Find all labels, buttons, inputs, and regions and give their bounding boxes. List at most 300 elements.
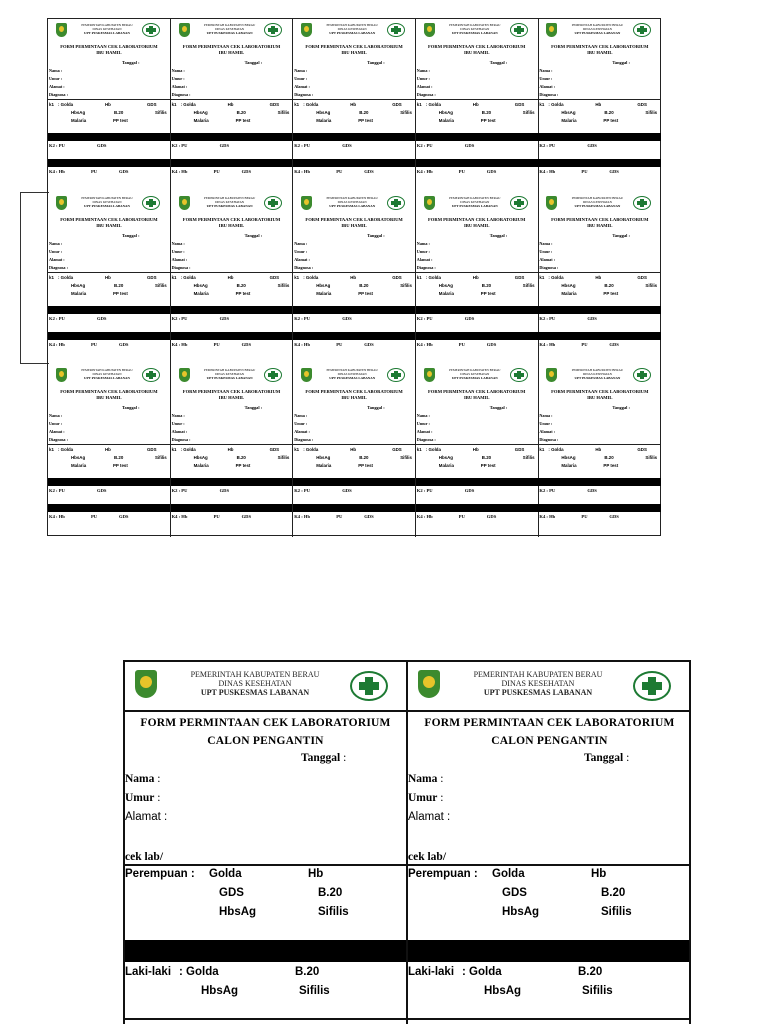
k1-sifilis: Sifilis (277, 282, 290, 288)
k1-golda: : Golda (548, 274, 564, 280)
k1-malaria: Malaria (438, 290, 454, 296)
k1-pptest: PP test (235, 463, 251, 469)
k1-hb: Hb (350, 447, 357, 453)
alamat-label: Alamat : (539, 256, 556, 262)
header-line-3: UPT PUSKESMAS LABANAN (206, 376, 253, 381)
alamat-label: Alamat : (294, 256, 310, 262)
alamat-label: Alamat : (49, 256, 65, 262)
nama-text: Nama (125, 773, 155, 785)
separator-bar (293, 306, 415, 314)
tanggal-label (301, 752, 346, 764)
berau-logo-icon (301, 23, 312, 37)
separator-bar (538, 478, 661, 486)
k4-pu: PU (581, 341, 588, 347)
k1-pptest: PP test (480, 463, 496, 469)
form-header (538, 21, 661, 41)
divider (538, 444, 661, 445)
health-cross-icon (633, 196, 651, 210)
divider (171, 444, 293, 445)
berau-logo-icon (56, 196, 67, 210)
cek-lab-label (125, 850, 163, 864)
header-line-3: UPT PUSKESMAS LABANAN (206, 203, 253, 208)
k4-label: K4 : Hb (294, 169, 311, 174)
header-text (195, 23, 265, 35)
header-line-2: DINAS KESEHATAN (460, 372, 490, 377)
form-title-line-1: FORM PERMINTAAN CEK LABORATORIUM (428, 389, 526, 395)
header-line-1: PEMERINTAH KABUPATEN BERAU (449, 195, 501, 200)
k4-label: K4 : Hb (294, 514, 311, 520)
alamat-label: Alamat : (171, 429, 188, 435)
nama-label: Nama : (294, 413, 308, 419)
nama-label: Nama : (294, 240, 308, 246)
berau-logo-icon (56, 368, 67, 382)
berau-logo-icon (56, 23, 67, 37)
k1-hb: Hb (472, 102, 479, 107)
diagnosa-label: Diagnosa : (49, 92, 68, 97)
diagnosa-label: Diagnosa : (416, 437, 436, 443)
k1-sifilis: Sifilis (277, 455, 290, 461)
k1-pptest: PP test (235, 118, 251, 123)
alamat-label: Alamat : (416, 256, 433, 262)
separator-bar (48, 159, 170, 167)
form-title-line-1: FORM PERMINTAAN CEK LABORATORIUM (551, 389, 649, 395)
header-text (317, 368, 387, 380)
header-line-2: DINAS KESEHATAN (460, 27, 490, 31)
umur-label: Umur : (294, 421, 308, 427)
k4-gds: GDS (364, 514, 374, 520)
form-title-line-2: CALON PENGANTIN (491, 735, 608, 747)
header-line-1: PEMERINTAH KABUPATEN BERAU (81, 368, 133, 373)
alamat-label: Alamat : (539, 429, 556, 435)
header-text (448, 670, 628, 697)
k4-pu: PU (91, 514, 98, 520)
k1-pptest: PP test (480, 118, 496, 123)
k2-gds: GDS (464, 315, 475, 321)
header-text (317, 23, 387, 35)
nama-label: Nama : (49, 413, 63, 419)
k1-sifilis: Sifilis (400, 110, 412, 115)
header-line-2: DINAS KESEHATAN (337, 372, 367, 377)
k2-label: K2 : PU (171, 143, 188, 148)
umur-label: Umur : (539, 248, 553, 254)
k1-hbsag: HbsAg (561, 282, 576, 288)
k4-label: K4 : Hb (171, 341, 188, 347)
k1-gds: GDS (637, 274, 647, 280)
umur-label: Umur : (539, 76, 553, 81)
k1-b20: B.20 (359, 110, 369, 115)
tanggal-label (584, 752, 629, 764)
header-line-2: DINAS KESEHATAN (218, 679, 292, 688)
k2-gds: GDS (587, 488, 597, 494)
header-line-3: UPT PUSKESMAS LABANAN (329, 376, 376, 381)
k1-golda: : Golda (58, 447, 74, 453)
header-line-3: UPT PUSKESMAS LABANAN (574, 376, 621, 381)
header-line-2: DINAS KESEHATAN (92, 372, 122, 377)
perempuan-hbsag: HbsAg (219, 906, 257, 918)
form-title-line-1: FORM PERMINTAAN CEK LABORATORIUM (424, 717, 675, 729)
k1-malaria: Malaria (561, 118, 577, 123)
separator-bar (293, 504, 415, 512)
perempuan-sifilis: Sifilis (318, 906, 349, 918)
k1-hbsag: HbsAg (71, 282, 86, 288)
cek-lab-text: cek lab/ (408, 851, 447, 863)
k4-gds: GDS (119, 514, 129, 520)
k4-gds: GDS (486, 169, 497, 174)
form-header (416, 21, 538, 41)
nama-label: Nama : (539, 240, 553, 246)
k1-hbsag: HbsAg (193, 455, 208, 461)
tanggal-text: Tanggal (301, 752, 341, 764)
form-title-line-1: FORM PERMINTAAN CEK LABORATORIUM (182, 216, 281, 222)
header-line-1: PEMERINTAH KABUPATEN BERAU (203, 195, 256, 200)
nama-label: Nama : (171, 240, 185, 246)
k1-pptest: PP test (358, 290, 373, 296)
k1-label: k1 (294, 102, 300, 107)
tanggal-label: Tanggal : (122, 405, 140, 411)
k1-label: k1 (294, 447, 300, 453)
separator-bar (538, 504, 661, 512)
laki-laki-golda: : Golda (179, 966, 219, 978)
header-line-1: PEMERINTAH KABUPATEN BERAU (203, 368, 256, 373)
k1-malaria: Malaria (438, 463, 454, 469)
form-header (416, 366, 538, 386)
nama-label: Nama : (416, 240, 430, 246)
k2-gds: GDS (587, 143, 597, 148)
enlarged-form-strip (123, 660, 691, 1024)
k4-label: K4 : Hb (539, 514, 556, 520)
divider (171, 99, 293, 100)
k1-hbsag: HbsAg (438, 110, 453, 115)
divider (125, 864, 406, 866)
header-text (195, 368, 265, 380)
k4-gds: GDS (486, 514, 497, 520)
separator-bar (125, 940, 406, 962)
lab-request-form-small (416, 364, 539, 537)
lab-request-form-small (293, 19, 416, 192)
k4-gds: GDS (119, 169, 129, 174)
k1-label: k1 (539, 102, 545, 107)
berau-logo-icon (546, 196, 557, 210)
divider (538, 99, 661, 100)
separator-bar (416, 306, 538, 314)
lab-request-form-catin (408, 662, 691, 1024)
k2-label: K2 : PU (416, 488, 433, 494)
diagnosa-label: Diagnosa : (416, 92, 436, 97)
k1-hbsag: HbsAg (316, 455, 331, 461)
k1-golda: : Golda (180, 447, 196, 453)
health-cross-icon (350, 671, 388, 701)
form-title-line-2: CALON PENGANTIN (207, 735, 324, 747)
k1-malaria: Malaria (193, 463, 209, 469)
nama-label: Nama : (49, 240, 63, 246)
umur-label: Umur : (416, 421, 430, 427)
form-header (293, 194, 415, 214)
separator-bar (293, 478, 415, 486)
form-title-line-2: IBU HAMIL (218, 395, 245, 401)
header-line-2: DINAS KESEHATAN (337, 199, 367, 204)
k2-label: K2 : PU (49, 143, 65, 148)
berau-logo-icon (179, 196, 190, 210)
separator-bar (48, 332, 170, 340)
nama-label: Nama : (49, 68, 63, 73)
k1-sifilis: Sifilis (155, 110, 167, 115)
k2-label: K2 : PU (539, 315, 556, 321)
form-title-line-2: IBU HAMIL (218, 50, 245, 55)
k1-malaria: Malaria (71, 463, 87, 469)
k1-pptest: PP test (603, 463, 619, 469)
header-line-2: DINAS KESEHATAN (582, 27, 612, 31)
form-title-line-1: FORM PERMINTAAN CEK LABORATORIUM (305, 389, 403, 395)
k2-gds: GDS (464, 488, 475, 494)
k1-hb: Hb (227, 447, 234, 453)
k1-malaria: Malaria (71, 290, 87, 296)
k1-golda: : Golda (58, 102, 74, 107)
diagnosa-label: Diagnosa : (171, 92, 191, 97)
k4-label: K4 : Hb (49, 514, 65, 520)
form-title-line-2: IBU HAMIL (96, 395, 122, 401)
k1-hb: Hb (595, 447, 602, 453)
divider (48, 444, 170, 445)
form-title-line-2: IBU HAMIL (463, 50, 490, 55)
form-title-line-1: FORM PERMINTAAN CEK LABORATORIUM (60, 389, 158, 395)
nama-label (125, 772, 160, 786)
form-title-line-1: FORM PERMINTAAN CEK LABORATORIUM (182, 44, 281, 49)
form-title-line-1: FORM PERMINTAAN CEK LABORATORIUM (305, 216, 403, 222)
nama-label (408, 772, 443, 786)
k4-pu: PU (581, 169, 588, 174)
header-line-2: DINAS KESEHATAN (215, 27, 245, 31)
form-header (171, 366, 293, 386)
header-line-3: UPT PUSKESMAS LABANAN (84, 376, 130, 381)
k1-label: k1 (416, 447, 422, 453)
k4-pu: PU (336, 514, 343, 520)
form-title-line-1: FORM PERMINTAAN CEK LABORATORIUM (60, 216, 158, 222)
k1-malaria: Malaria (561, 290, 577, 296)
form-header (48, 21, 170, 41)
alamat-label: Alamat : (408, 811, 451, 823)
k4-pu: PU (91, 169, 98, 174)
form-title (171, 389, 293, 401)
perempuan-label: Perempuan : (125, 868, 195, 880)
k1-b20: B.20 (236, 455, 246, 461)
umur-label: Umur : (294, 76, 308, 81)
form-header (293, 21, 415, 41)
nama-label: Nama : (539, 413, 553, 419)
alamat-label: Alamat : (171, 84, 188, 89)
header-line-2: DINAS KESEHATAN (215, 199, 245, 204)
k1-gds: GDS (269, 102, 280, 107)
tanggal-colon: : (343, 752, 347, 764)
k2-label: K2 : PU (539, 143, 556, 148)
form-title-line-1: FORM PERMINTAAN CEK LABORATORIUM (551, 216, 649, 222)
k4-gds: GDS (241, 514, 252, 520)
k1-hb: Hb (105, 102, 111, 107)
lab-request-form-small (48, 192, 171, 365)
k4-gds: GDS (364, 341, 374, 347)
umur-label: Umur : (49, 76, 63, 81)
k2-gds: GDS (219, 315, 230, 321)
lab-request-form-small (171, 192, 294, 365)
k2-gds: GDS (342, 143, 352, 148)
form-title (48, 44, 170, 56)
laki-laki-golda: : Golda (462, 966, 502, 978)
umur-label: Umur : (416, 248, 430, 254)
health-cross-icon (510, 368, 528, 382)
form-title (171, 44, 293, 56)
k4-label: K4 : Hb (49, 169, 65, 174)
k1-pptest: PP test (113, 463, 128, 469)
form-title (293, 389, 415, 401)
form-title (538, 44, 661, 56)
divider (538, 272, 661, 273)
k2-gds: GDS (97, 143, 107, 148)
diagnosa-label: Diagnosa : (416, 264, 436, 270)
header-line-1: PEMERINTAH KABUPATEN BERAU (203, 23, 256, 27)
nama-label: Nama : (294, 68, 308, 73)
health-cross-icon (142, 368, 160, 382)
k1-gds: GDS (392, 102, 402, 107)
diagnosa-label: Diagnosa : (539, 264, 559, 270)
k1-sifilis: Sifilis (522, 110, 535, 115)
diagnosa-label: Diagnosa : (294, 264, 314, 270)
k1-golda: : Golda (425, 102, 441, 107)
tanggal-label: Tanggal : (244, 232, 263, 238)
k1-hb: Hb (350, 102, 357, 107)
berau-logo-icon (135, 670, 157, 698)
header-line-1: PEMERINTAH KABUPATEN BERAU (571, 195, 624, 200)
k1-golda: : Golda (548, 447, 564, 453)
alamat-label: Alamat : (294, 84, 310, 89)
header-line-2: DINAS KESEHATAN (337, 27, 367, 31)
separator-bar (538, 159, 661, 167)
k1-pptest: PP test (235, 290, 251, 296)
k1-gds: GDS (147, 274, 157, 280)
laki-laki-hbsag: HbsAg (484, 985, 522, 997)
header-line-1: PEMERINTAH KABUPATEN BERAU (571, 368, 624, 373)
k2-gds: GDS (219, 143, 230, 148)
k1-gds: GDS (392, 447, 402, 453)
alamat-label: Alamat : (294, 429, 310, 435)
form-title (48, 389, 170, 401)
k1-hbsag: HbsAg (316, 282, 331, 288)
k1-gds: GDS (147, 102, 157, 107)
separator-bar (538, 133, 661, 141)
divider (125, 1018, 406, 1020)
separator-bar (293, 159, 415, 167)
divider (408, 864, 691, 866)
perempuan-label: Perempuan : (408, 868, 478, 880)
form-header (48, 194, 170, 214)
k4-pu: PU (213, 514, 220, 520)
laki-laki-sifilis: Sifilis (299, 985, 330, 997)
umur-label: Umur : (49, 248, 63, 254)
divider (293, 444, 415, 445)
k1-sifilis: Sifilis (155, 282, 167, 288)
perempuan-b20: B.20 (318, 887, 343, 899)
k1-malaria: Malaria (438, 118, 454, 123)
tanggal-label: Tanggal : (489, 232, 508, 238)
k4-pu: PU (213, 341, 220, 347)
diagnosa-label: Diagnosa : (49, 264, 68, 270)
header-line-3: UPT PUSKESMAS LABANAN (451, 376, 498, 381)
laki-laki-label: Laki-laki (125, 966, 172, 978)
form-title-line-1: FORM PERMINTAAN CEK LABORATORIUM (182, 389, 281, 395)
k2-label: K2 : PU (294, 143, 311, 148)
k1-b20: B.20 (359, 282, 369, 288)
tanggal-label: Tanggal : (612, 405, 630, 411)
k1-malaria: Malaria (316, 463, 332, 469)
k2-gds: GDS (464, 143, 475, 148)
k1-malaria: Malaria (193, 290, 209, 296)
header-line-3: UPT PUSKESMAS LABANAN (200, 688, 310, 697)
lab-request-form-small (293, 364, 416, 537)
berau-logo-icon (418, 670, 440, 698)
k1-golda: : Golda (180, 102, 196, 107)
form-header (416, 194, 538, 214)
umur-label: Umur : (416, 76, 430, 81)
lab-request-form-small (416, 192, 539, 365)
k4-pu: PU (91, 341, 98, 347)
k1-golda: : Golda (58, 274, 74, 280)
cek-lab-text: cek lab/ (125, 851, 164, 863)
alamat-label: Alamat : (49, 429, 65, 435)
k1-malaria: Malaria (561, 463, 577, 469)
form-title-line-2: IBU HAMIL (96, 222, 122, 228)
header-text (72, 368, 142, 380)
k1-hb: Hb (105, 447, 111, 453)
k4-label: K4 : Hb (171, 514, 188, 520)
k4-label: K4 : Hb (416, 169, 433, 174)
header-line-3: UPT PUSKESMAS LABANAN (451, 203, 498, 208)
k1-hb: Hb (472, 274, 479, 280)
form-header (171, 21, 293, 41)
lab-request-form-small (538, 192, 661, 365)
header-line-2: DINAS KESEHATAN (460, 199, 490, 204)
diagnosa-label: Diagnosa : (49, 437, 68, 443)
k1-label: k1 (539, 447, 545, 453)
k4-gds: GDS (364, 169, 374, 174)
k4-gds: GDS (241, 341, 252, 347)
separator-bar (416, 133, 538, 141)
form-header (171, 194, 293, 214)
separator-bar (293, 133, 415, 141)
health-cross-icon (387, 23, 405, 37)
header-text (440, 196, 510, 208)
form-title-line-2: IBU HAMIL (587, 50, 613, 55)
k2-gds: GDS (219, 488, 230, 494)
k1-malaria: Malaria (316, 118, 332, 123)
form-title (416, 217, 538, 229)
health-cross-icon (264, 368, 282, 382)
tanggal-label: Tanggal : (612, 232, 630, 238)
health-cross-icon (387, 368, 405, 382)
k2-label: K2 : PU (294, 315, 311, 321)
header-text (165, 670, 345, 697)
header-line-3: UPT PUSKESMAS LABANAN (483, 688, 593, 697)
header-line-2: DINAS KESEHATAN (215, 372, 245, 377)
laki-laki-hbsag: HbsAg (201, 985, 239, 997)
umur-label: Umur : (171, 248, 185, 254)
header-line-3: UPT PUSKESMAS LABANAN (574, 31, 621, 35)
form-title (538, 217, 661, 229)
header-text (440, 368, 510, 380)
k4-gds: GDS (609, 169, 619, 174)
form-title-line-2: IBU HAMIL (341, 395, 367, 401)
perempuan-gds: GDS (219, 887, 244, 899)
divider (408, 710, 691, 712)
k1-gds: GDS (392, 274, 402, 280)
nama-colon: : (440, 773, 444, 785)
